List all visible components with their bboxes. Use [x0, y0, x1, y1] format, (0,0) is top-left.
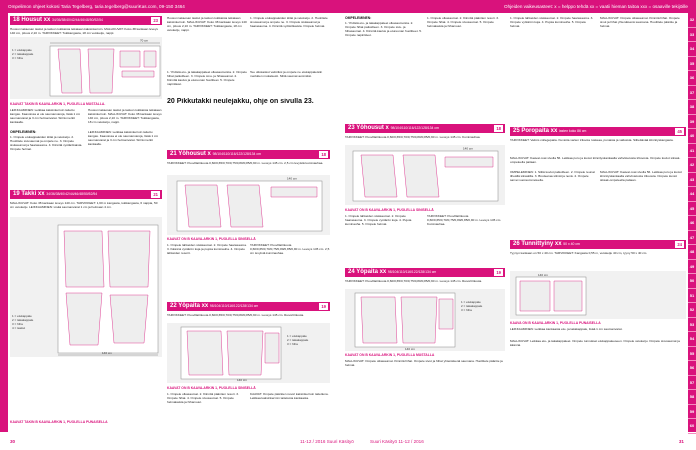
pattern-23-sewing-left: 1. Ompele lahkeiden sisäsaumat. 2. Ompele haarasauma. 3. Ompele vyötärön kuja. 4. Pujota kuminauha. 5. Ompele helmat.	[345, 214, 412, 226]
pattern-title: 25 Poropaita xx	[513, 128, 558, 134]
right-edge-tabs	[688, 13, 696, 432]
pattern-18-sewing-heading: OMPELEMINEN:	[10, 130, 37, 134]
pattern-sizes: lasten koko 86 cm	[559, 129, 587, 133]
page-number-left: 30	[10, 439, 16, 444]
col3-sewing-right: 1. Ompele olkasaumat. 2. Kiinnitä pääntien resori. 3. Ompele hihat. 4. Ompele sivusaumat. 5. Ompele helmakaista ja hihansuut.	[427, 16, 499, 28]
width-measure: 140 cm	[287, 176, 297, 181]
legend-item: 1 = etukappale	[461, 300, 481, 304]
pattern-25-sewing-left: OMPELEMINEN: 1. Silitä kuviot paikoilleen. 2. Ompele reunat tiheällä siksakilla. 3. Brodeeraa silmät ja nenä. 4. Ompele sarvet suoraommeleella.	[510, 170, 595, 182]
side-tab[interactable]: 45	[688, 202, 696, 217]
pattern-number-badge: 19	[496, 270, 501, 275]
page-footer	[0, 432, 696, 450]
width-measure: 140 cm	[102, 351, 112, 355]
legend-item: 4 = taskut	[12, 326, 26, 330]
pattern-20-heading: 20 Pikkutakki neulejakku, ohje on sivulla 23.	[167, 98, 314, 105]
col4-sewing-right: MALLIKUVAT: Ompele olkasaumat. Kiinnitä hihat. Ompele sivut ja hihat yhtenäisenä saumana. Huolittele pääntie ja helmat.	[600, 16, 680, 28]
pattern-sizes: 98/104/110/116/122/128/134 cm	[387, 270, 437, 274]
pattern-21-sheet-caption: KAAVAT ON B KAAVA-ARKIN 1, PUOLELLA SINISELLÄ	[167, 237, 256, 241]
top-bar-right: Ohjeiden vaikeusasteet: x = helppo tehdä xx = vaatii hieman taitoa xxx = osaaville tekijöille	[504, 4, 688, 9]
pattern-18-cutting: Housun takaosan taskut ja taskun tukikaista leikataan kaksinkerroin. MALLIKUVAT: Koko 38 kankaan leveys 140 cm, pituus 2,10 m. TARVIKKEET: Tukikangasta, 18 cm vetoketju, nappi.	[88, 108, 162, 124]
top-bar	[0, 0, 696, 13]
pattern-header-21	[167, 150, 330, 159]
width-measure: 140 cm	[405, 347, 415, 351]
legend-item: 3 = hiha	[12, 56, 23, 60]
side-tab[interactable]: 39	[688, 115, 696, 130]
pattern-24-sewing: MALLIKUVAT: Ompele olkasaumat. Kiinnitä hihat. Ompele sivut ja hihat yhtenäisenä saumana. Huolittele pääntie ja helmat.	[345, 359, 503, 367]
side-tab[interactable]: 55	[688, 347, 696, 362]
pattern-18-cutting-layout	[10, 37, 162, 99]
pattern-18-notes: Housun takaosan taskut ja taskun tukikaista leikataan kaksinkerroin. MALLIKUVAT: Koko 38 kankaan leveys 140 cm, pituus 2,10 m. TARVIKKEET: Tukikangasta, 18 cm vetoketju, nappi.	[167, 16, 247, 32]
legend-item: 2 = takakappale	[287, 338, 309, 342]
pattern-19-sheet-caption: KAAVAT TAKIN B KAAVA-ARKIN 1, PUOLELLA PUNAISELLA	[10, 420, 108, 424]
side-tab[interactable]: 34	[688, 42, 696, 57]
pattern-number-badge: 45	[677, 129, 682, 134]
pattern-sizes: 98/104/110/116/122/128/134 cm	[209, 304, 259, 308]
legend-item: 3 = hiha	[461, 308, 472, 312]
pattern-number-badge: 18	[321, 152, 326, 157]
pattern-26-sheet-caption: KAAVA ON B KAAVA-ARKIN 1, PUOLELLA PUNAISELLA	[510, 321, 601, 325]
side-tab[interactable]: 38	[688, 100, 696, 115]
pattern-19-cutting-layout	[10, 217, 162, 357]
width-measure: 140 cm	[463, 146, 473, 151]
pattern-header-22	[167, 302, 330, 311]
width-measure: 140 cm	[538, 273, 548, 277]
pattern-22-materials: TARVIKKEET: Puuvillatrikoota 0,60/0,65/0,70/0,75/0,80/0,85/0,90 m. Leveys 145 cm. Resoritrikoota.	[167, 313, 305, 317]
pattern-sizes: 98/104/110/116/122/128/134 cm	[390, 126, 439, 130]
cutting-layout-svg	[345, 145, 505, 205]
pattern-18-intro: Housun takaosan taskut ja taskun tukikaista leikataan kaksinkerroin. MALLIKUVAT: Koko 38 kankaan leveys 140 cm, pituus 2,10 m. TARVIKKEET: Tukikangasta, 18 cm vetoketju, nappi.	[10, 27, 158, 35]
pattern-title: 19 Takki xx	[13, 191, 45, 197]
side-tab[interactable]: 40	[688, 129, 696, 144]
pattern-title: 21 Yöhousut x	[170, 151, 211, 157]
top-bar-left: Ompelimon ohjeet kokosi Taria Tegelberg, taria.tegelberg@suuriKas.com, 09-150 3464	[8, 4, 185, 9]
side-tab[interactable]: 32	[688, 13, 696, 28]
pattern-24-cutting-layout	[345, 289, 505, 351]
pattern-19-sewing-more: Tee ulkotaskut valmiiksi ja ompele ne etukappaleisiin merkkien mukaisesti. Silitä saumat avoimiksi.	[250, 70, 323, 78]
pattern-18-sewing-steps: 1. Ompele etukappaleiden kiilat ja vetoketju. 2. Huolittele sivusaumat ja ompele ne. 3. Ompele sisäsaumat ja haarasauma. 4. Kiinnitä vyötärökaista. Ompele helmat.	[10, 135, 83, 151]
cutting-layout-svg	[167, 323, 330, 383]
pattern-21-cutting-layout	[167, 175, 330, 235]
pattern-19-sewing-steps: 1. Yhdistä etu- ja takakappaleet olkasaumoista. 2. Ompele hihat paikoilleen. 3. Ompele sivu- ja hihasaumat. 4. Kiinnitä kaulus ja etureunan huolitteet. 5. Ompele napinlävet.	[167, 70, 247, 86]
pattern-26-sewing: MALLIKUVAT: Leikkaa etu- ja takakappaleet. Ompele tunnukset etukappaleeseen. Ompele vetoketju. Ompele sivusaumat ja käännä.	[510, 339, 680, 347]
legend-item: 2 = takakappale	[12, 52, 34, 56]
footer-issue-left: 11-12 / 2016 Suuri Käsityö	[300, 439, 354, 444]
pattern-21-sewing-left: 1. Ompele lahkeiden sisäsaumat. 2. Ompele haarasauma. 3. Käännä vyötärön kuja ja pujota kuminauha. 4. Ompele lahkeiden resorit.	[167, 243, 247, 255]
pattern-25-sewing-right: MALLIKUVAT: Kaavat ovat sivulla 56. Leikkaa poro ja kuviot kiinnityskankaalla vahvistetusta trikoosta. Ompele kuviot siksak-ompeleella paitaan.	[600, 170, 682, 182]
pattern-title: 26 Tunnittyiny xx	[513, 241, 562, 247]
pattern-23-sheet-caption: KAAVAT ON B KAAVA-ARKIN 1, PUOLELLA SINISELLÄ	[345, 208, 434, 212]
pattern-25-notes: MALLIKUVAT: Kaavat ovat sivulla 56. Leikkaa poro ja kuviot kiinnityskankaalla vahvistetusta trikoosta. Ompele kuviot siksak-ompeleella paitaan.	[510, 156, 681, 164]
pattern-18-materials: LEIKKAAMINEN: Leikkaa kaksinkerroin taitettu kangas. Kaavoissa ei ole saumanvaroja, lisää 1 cm saumanvarat ja 3 cm helmanvarat. Siirrä merkit kankaalle.	[10, 108, 81, 124]
side-tab[interactable]: 52	[688, 303, 696, 318]
pattern-18-sheet-caption: KAAVAT TAKIN B KAAVA-ARKIN 1, PUOLELLA MUSTALLA.	[10, 102, 106, 106]
col3-sewing-left: 1. Yhdistä etu- ja takakappaleet olkasaumoista. 2. Ompele hihat paikoilleen. 3. Ompele sivu- ja hihasaumat. 4. Kiinnitä kaulus ja etureunan huolitteet. 5. Ompele napinlävet.	[345, 21, 422, 37]
pattern-sizes: 34/36/38/40/42/44/46/48/50/52/54	[52, 18, 103, 22]
cutting-layout-svg	[345, 289, 505, 351]
pattern-23-sewing-right: TARVIKKEET: Puuvillatrikoota 0,60/0,65/0,70/0,75/0,80/0,85/0,90 m. Leveys 145 cm. Kuminauhaa.	[427, 214, 502, 226]
pattern-title: 18 Housut xx	[13, 17, 51, 23]
pattern-19-intro: MALLIKUVAT: Koko 38 kankaan leveys 140 cm. TARVIKKEET: 1,60 m kangasta, tukikangasta, 6 nappia, 50 cm vetoketju. LEIKKAAMINEN: Lisää saumanvarat 1 cm ja helmaan 4 cm.	[10, 201, 158, 209]
pattern-header-18	[10, 16, 162, 25]
page-number-right: 31	[678, 439, 684, 444]
side-tab[interactable]: 51	[688, 289, 696, 304]
pattern-21-sewing-right: TARVIKKEET: Puuvillatrikoota 0,60/0,65/0,70/0,75/0,80/0,85/0,90 m. Leveys 145 cm. 2,5 cm levyistä kuminauhaa.	[250, 243, 330, 255]
pattern-26-cutting: LEIKKAAMINEN: Leikkaa kankaasta etu- ja takakappale, lisää 1 cm saumanvarat.	[510, 327, 623, 331]
pattern-number-badge: 18	[496, 126, 501, 131]
pattern-number-badge: 23	[153, 18, 158, 23]
side-tab[interactable]: 53	[688, 318, 696, 333]
legend-item: 3 = hiha	[287, 342, 298, 346]
pattern-22-cutting-layout	[167, 323, 330, 383]
pattern-header-26	[510, 240, 686, 249]
side-tab[interactable]: 48	[688, 245, 696, 260]
pattern-22-sewing-right: KAAVAT: Ompele pääntien resori kaksinkerroin taitettuna. Leikkaa kaksinkerroin taitetusta kankaasta.	[250, 392, 329, 400]
pattern-24-materials: TARVIKKEET: Puuvillatrikoota 0,60/0,65/0,70/0,75/0,80/0,85/0,90 m. Leveys 145 cm. Resoritrikoota.	[345, 279, 483, 283]
pattern-sizes: 34/36/38/40/42/44/46/48/50/52/54	[46, 192, 98, 196]
side-tab[interactable]: 54	[688, 332, 696, 347]
side-tab[interactable]: 41	[688, 144, 696, 159]
pattern-title: 23 Yöhousut x	[348, 125, 389, 131]
pattern-sizes: 98/104/110/116/122/128/134 cm	[212, 152, 261, 156]
pattern-number-badge: 21	[153, 192, 158, 197]
side-tab[interactable]: 35	[688, 57, 696, 72]
legend-item: 3 = hiha	[12, 322, 23, 326]
legend-item: 2 = takakappale	[12, 318, 34, 322]
side-tab[interactable]: 49	[688, 260, 696, 275]
legend-item: 2 = takakappale	[461, 304, 483, 308]
pattern-header-25	[510, 127, 686, 136]
cutting-layout-svg	[167, 175, 330, 235]
legend-item: 1 = etukappale	[12, 314, 32, 318]
pattern-header-23	[345, 124, 505, 133]
side-tab[interactable]: 42	[688, 158, 696, 173]
cutting-layout-svg	[10, 37, 162, 99]
pattern-header-24	[345, 268, 505, 277]
pattern-number-badge: 19	[321, 304, 326, 309]
pattern-25-materials: TARVIKKEET: Valmis collegepaita. Kuvioita varten trikoota ruskeaa, punaista ja valkoista. Silitettävää kiinnityskangasta.	[510, 138, 674, 142]
sewing-heading: OMPELEMINEN:	[345, 16, 372, 20]
pattern-number-badge: 24	[677, 242, 682, 247]
side-tab[interactable]: 37	[688, 86, 696, 101]
side-tab[interactable]: 50	[688, 274, 696, 289]
cutting-layout-svg	[10, 217, 162, 357]
side-tab[interactable]: 33	[688, 28, 696, 43]
pattern-21-materials: TARVIKKEET: Puuvillatrikoota 0,60/0,65/0,70/0,75/0,80/0,85/0,90 m. Leveys 145 cm. 2,5 cm levyistä kuminauhaa.	[167, 161, 324, 165]
footer-issue-right: Suuri Käsityö 11-12 / 2016	[370, 439, 424, 444]
cutting-layout-svg	[510, 271, 686, 319]
legend-item: 1 = etukappale	[287, 334, 307, 338]
side-tab[interactable]: 36	[688, 71, 696, 86]
width-measure: 140 cm	[237, 378, 247, 382]
side-tab[interactable]: 58	[688, 390, 696, 405]
side-tab[interactable]: 57	[688, 376, 696, 391]
pattern-26-materials: Tyynyn kankaan on 50 x 40 cm. TARVIKKEET: Kangasta 0,55 m, vetoketju 40 cm, tyyny 50 x 40 cm.	[510, 251, 648, 255]
pattern-26-cutting-layout	[510, 271, 686, 319]
width-measure: 70 cm	[140, 38, 149, 43]
pattern-22-sewing-left: 1. Ompele olkasaumat. 2. Kiinnitä pääntien resori. 3. Ompele hihat. 4. Ompele sivusaumat. 5. Ompele helmakaista ja hihansuut.	[167, 392, 239, 404]
pattern-header-19	[10, 190, 162, 199]
col4-sewing-left: 1. Ompele lahkeiden sisäsaumat. 2. Ompele haarasauma. 3. Ompele vyötärön kuja. 4. Pujota kuminauha. 5. Ompele helmat.	[510, 16, 594, 28]
pattern-title: 24 Yöpaita xx	[348, 269, 387, 275]
pattern-title: 22 Yöpaita xx	[170, 303, 209, 309]
pattern-18-notes-2: 1. Ompele etukappaleiden kiilat ja vetoketju. 2. Huolittele sivusaumat ja ompele ne. 3. Ompele sisäsaumat ja haarasauma. 4. Kiinnitä vyötärökaista. Ompele helmat.	[250, 16, 328, 28]
pattern-24-sheet-caption: KAAVAT ON B KAAVA-ARKIN 1, PUOLELLA MUSTALLA	[345, 353, 435, 357]
pattern-sizes: 50 x 40 cm	[563, 242, 580, 246]
side-tab[interactable]: 47	[688, 231, 696, 246]
pattern-23-materials: TARVIKKEET: Puuvillatrikoota 0,60/0,65/0,70/0,75/0,80/0,85/0,90 m. Leveys 145 cm. Kuminauhaa.	[345, 135, 481, 139]
side-tab[interactable]: 59	[688, 405, 696, 420]
pattern-18-sewing-more: LEIKKAAMINEN: Leikkaa kaksinkerroin taitettu kangas. Kaavoissa ei ole saumanvaroja, lisää 1 cm saumanvarat ja 3 cm helmanvarat. Siirrä merkit kankaalle.	[88, 130, 159, 146]
pattern-22-sheet-caption: KAAVAT ON B KAAVA-ARKIN 1, PUOLELLA SINISELLÄ	[167, 386, 256, 390]
left-edge-strip	[0, 13, 8, 432]
side-tab[interactable]: 56	[688, 361, 696, 376]
side-tab[interactable]: 60	[688, 419, 696, 434]
side-tab[interactable]: 43	[688, 173, 696, 188]
pattern-23-cutting-layout	[345, 145, 505, 205]
legend-item: 1 = etukappale	[12, 48, 32, 52]
side-tab[interactable]: 44	[688, 187, 696, 202]
side-tab[interactable]: 46	[688, 216, 696, 231]
